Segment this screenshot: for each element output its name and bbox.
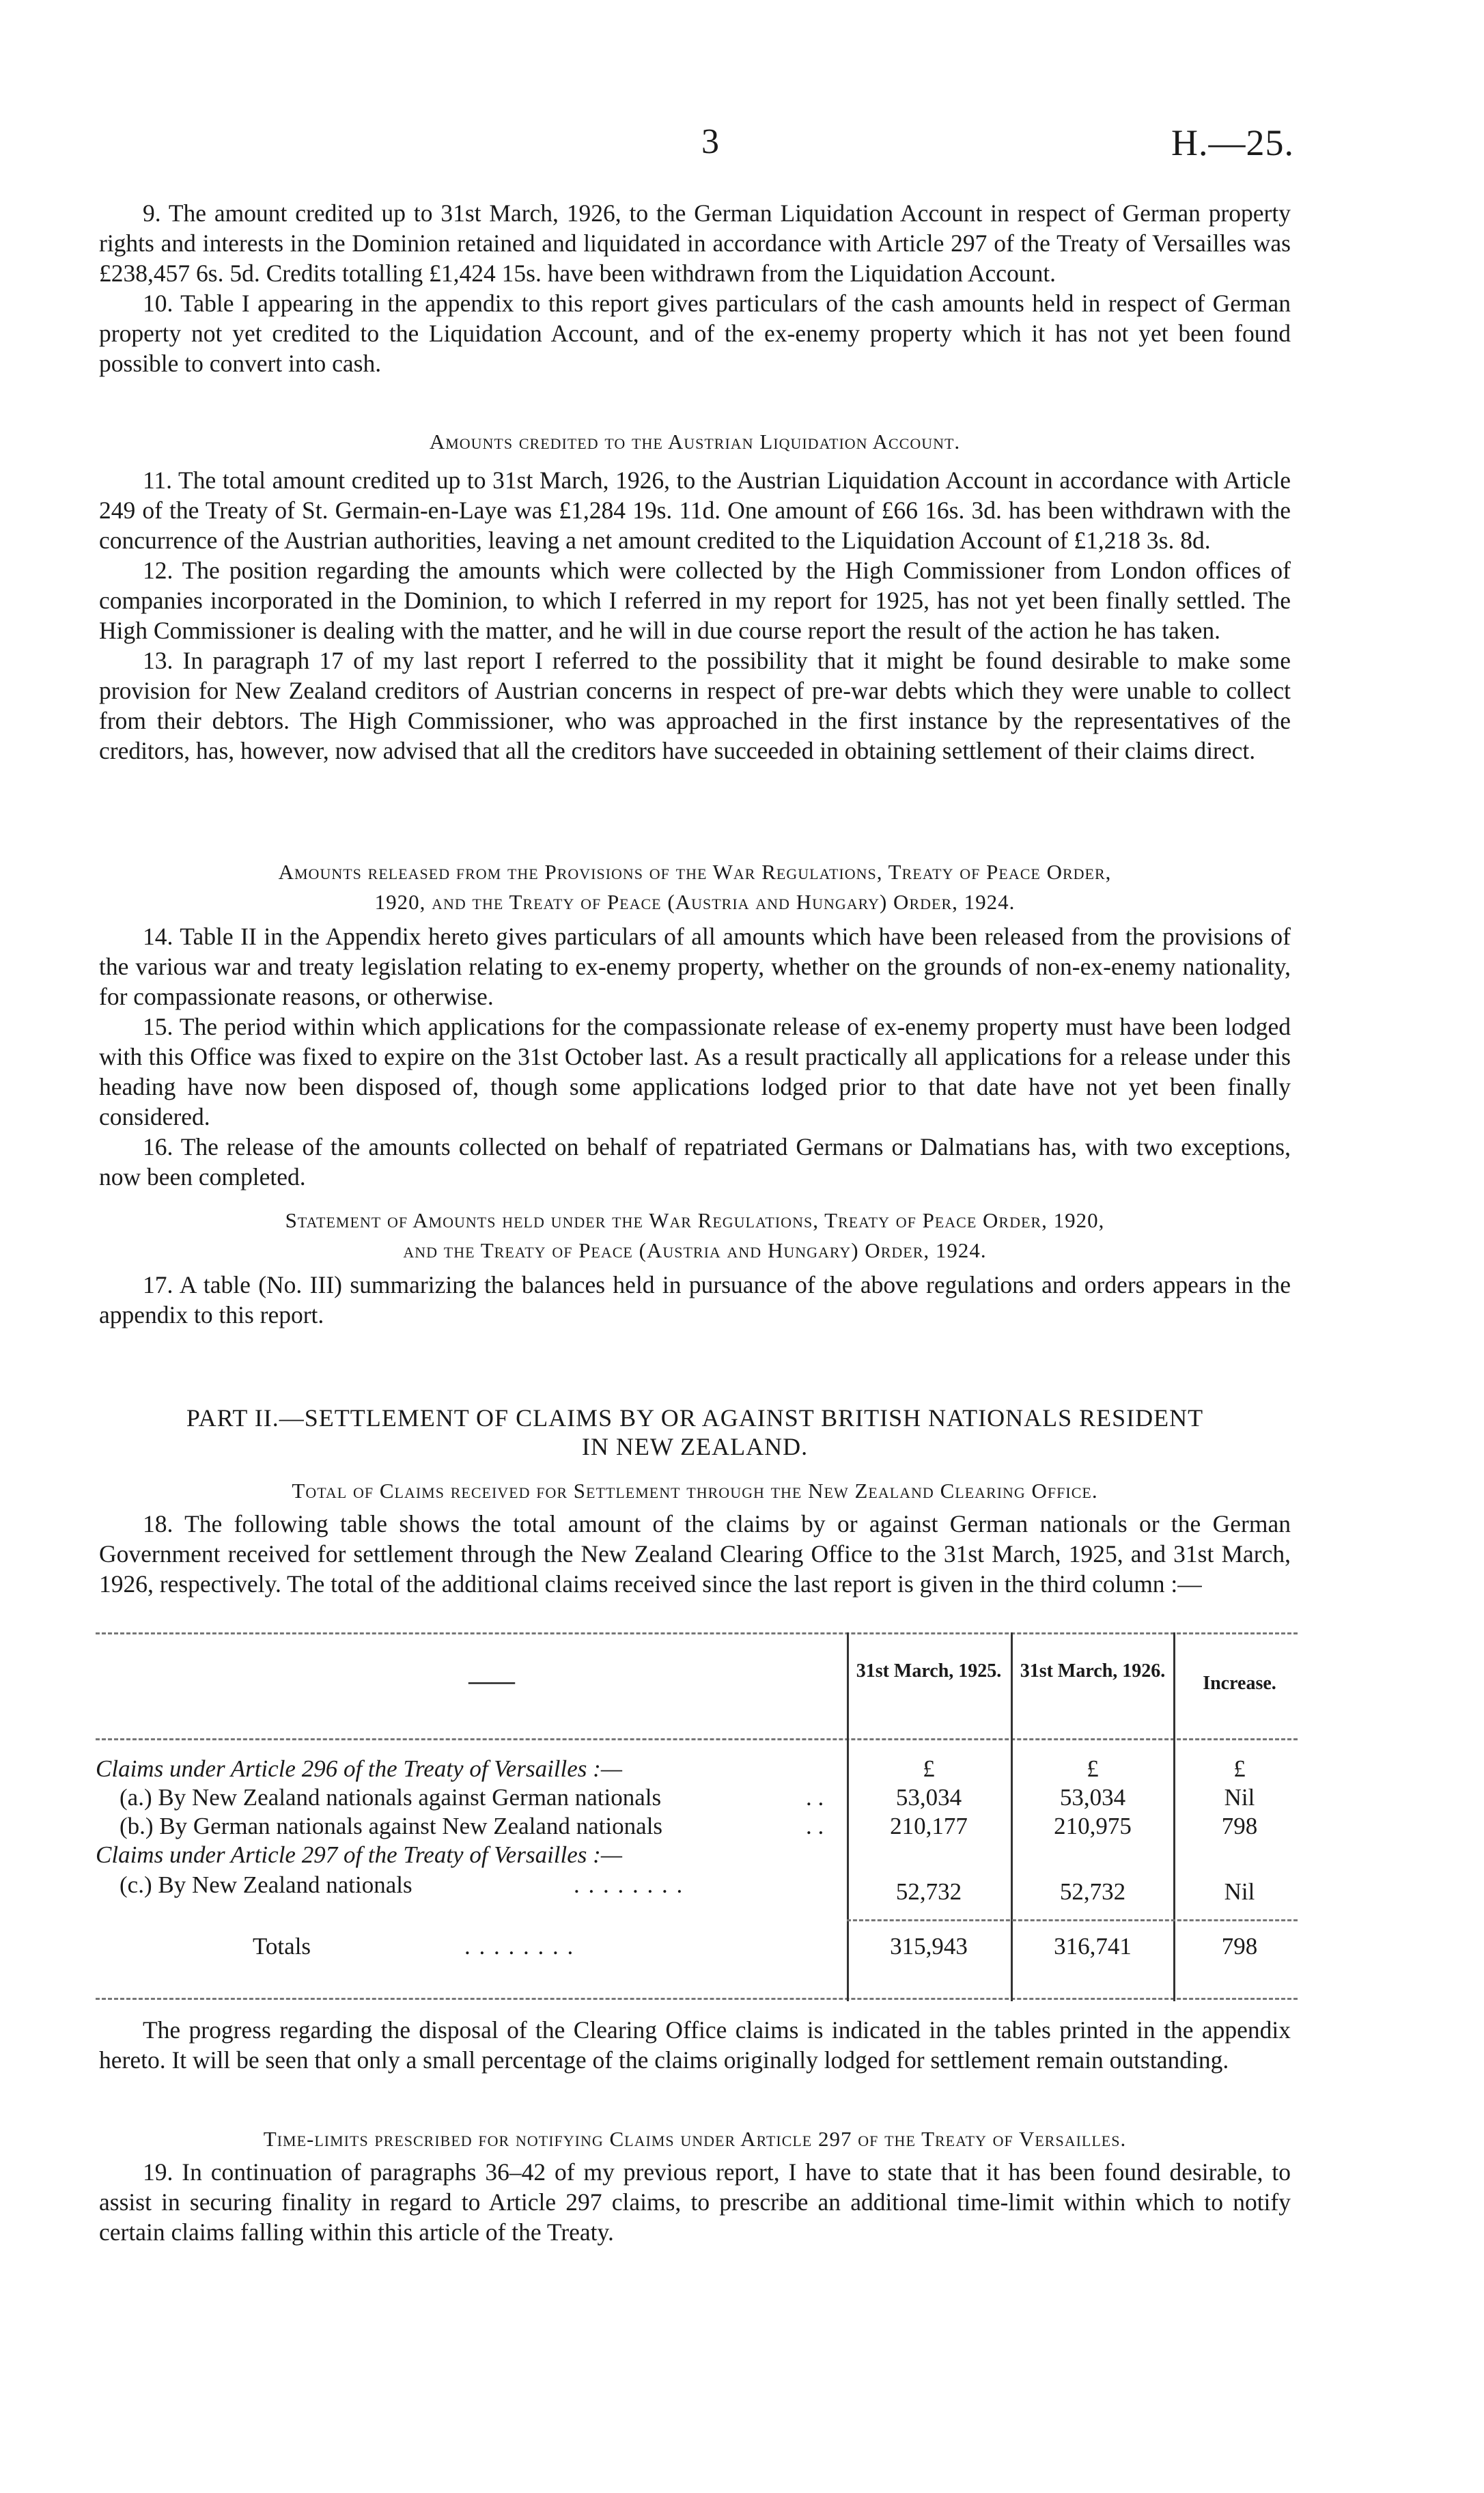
row-c-1925: 52,732 xyxy=(895,1878,962,1905)
paragraph-10: 10. Table I appearing in the appendix to this report gives particulars of the cash amounts held in respect of German property not yet credited to the Liquidation Account, and of the ex-enemy property which it has not yet been found possible to convert into cash. xyxy=(99,290,1291,377)
page-number: 3 xyxy=(701,122,719,161)
row-c-1926: 52,732 xyxy=(1059,1878,1126,1905)
col-header-increase: Increase. xyxy=(1203,1673,1276,1694)
heading-amounts-released-line2: 1920, and the Treaty of Peace (Austria and Hungary) Order, 1924. xyxy=(374,890,1016,914)
paragraph-17: 17. A table (No. III) summarizing the balances held in pursuance of the above regulations and orders appears in the appendix to this report. xyxy=(99,1271,1291,1328)
row-b-1926: 210,975 xyxy=(1054,1813,1132,1839)
row-b-increase: 798 xyxy=(1221,1813,1258,1839)
heading-time-limits: Time-limits prescribed for notifying Claims under Article 297 of the Treaty of Versailles. xyxy=(263,2127,1127,2151)
part2-section xyxy=(99,1404,1291,1599)
released-section xyxy=(99,857,1291,1192)
row-a-increase: Nil xyxy=(1224,1784,1255,1811)
statement-section xyxy=(99,1206,1291,1330)
totals-label: Totals xyxy=(253,1933,311,1960)
document-reference: H.—25. xyxy=(1171,122,1294,163)
heading-amounts-released-line1: Amounts released from the Provisions of the War Regulations, Treaty of Peace Order, xyxy=(278,860,1112,884)
heading-total-claims: Total of Claims received for Settlement through the New Zealand Clearing Office. xyxy=(292,1479,1098,1503)
table-bottom-rule xyxy=(96,1998,1298,2000)
paragraph-13: 13. In paragraph 17 of my last report I referred to the possibility that it might be found desirable to make some provision for New Zealand creditors of Austrian concerns in respect of pre-war debts which they were unable to collect from their debtors. The High Commissioner, who was approached in the first instance by the representatives of the creditors, has, however, now advised that all the creditors have succeeded in obtaining settlement of their claims direct. xyxy=(99,647,1291,764)
paragraph-after-table: The progress regarding the disposal of the Clearing Office claims is indicated in the tables printed in the appendix hereto. It will be seen that only a small percentage of the claims originally lodged for settlement remain outstanding. xyxy=(99,2016,1291,2074)
totals-1926: 316,741 xyxy=(1054,1933,1132,1960)
row-a-1926: 53,034 xyxy=(1059,1784,1126,1811)
totals-increase: 798 xyxy=(1221,1933,1258,1960)
row-a-1925: 53,034 xyxy=(895,1784,962,1811)
heading-statement-line2: and the Treaty of Peace (Austria and Hungary) Order, 1924. xyxy=(403,1238,987,1262)
row-b-label: (b.) By German nationals against New Zealand nationals xyxy=(120,1813,663,1839)
paragraph-15: 15. The period within which applications for the compassionate release of ex-enemy property must have been lodged with this Office was fixed to expire on the 31st October last. As a result practically all applications for a release under this heading have now been disposed of, though some applications lodged prior to that date have not yet been finally considered. xyxy=(99,1013,1291,1130)
col-header-1926: 31st March, 1926. xyxy=(1020,1660,1166,1682)
row-c-increase: Nil xyxy=(1224,1878,1255,1905)
heading-statement-line1: Statement of Amounts held under the War Regulations, Treaty of Peace Order, 1920, xyxy=(285,1208,1105,1232)
group-article-297: Claims under Article 297 of the Treaty of Versailles :— xyxy=(96,1841,622,1868)
totals-1925: 315,943 xyxy=(890,1933,968,1960)
currency-increase: £ xyxy=(1233,1755,1246,1782)
intro-section xyxy=(99,198,1291,378)
table-col-divider-1 xyxy=(847,1632,849,2001)
heading-austrian-liquidation: Amounts credited to the Austrian Liquidation Account. xyxy=(429,430,961,454)
paragraph-18: 18. The following table shows the total amount of the claims by or against German nationals or the German Government received for settlement through the New Zealand Clearing Office to the 31st March, 1925, and 31st March, 1926, respectively. The total of the additional claims received since the last report is given in the third column :— xyxy=(99,1510,1291,1598)
claims-table xyxy=(96,1632,1298,2001)
table-header-rule xyxy=(96,1738,1298,1740)
currency-1925: £ xyxy=(923,1755,935,1782)
austrian-section xyxy=(99,427,1291,766)
row-c-leader: . . . . . . . . xyxy=(574,1871,684,1898)
currency-1926: £ xyxy=(1087,1755,1099,1782)
time-limits-section xyxy=(99,2124,1291,2247)
stub-header: —— xyxy=(468,1669,515,1694)
table-col-divider-2 xyxy=(1011,1632,1013,2001)
row-a-label: (a.) By New Zealand nationals against German nationals xyxy=(120,1784,662,1811)
table-col-divider-3 xyxy=(1173,1632,1175,2001)
row-c-label: (c.) By New Zealand nationals xyxy=(120,1871,412,1898)
paragraph-14: 14. Table II in the Appendix hereto gives particulars of all amounts which have been released from the provisions of the various war and treaty legislation relating to ex-enemy property, whether on the grounds of non-ex-enemy nationality, for compassionate reasons, or otherwise. xyxy=(99,923,1291,1010)
part2-title-line2: IN NEW ZEALAND. xyxy=(581,1433,809,1460)
paragraph-11: 11. The total amount credited up to 31st March, 1926, to the Austrian Liquidation Account in accordance with Article 249 of the Treaty of St. Germain-en-Laye was £1,284 19s. 11d. One amount of £66 16s. 3d. has been withdrawn with the concurrence of the Austrian authorities, leaving a net amount credited to the Liquidation Account of £1,218 3s. 8d. xyxy=(99,466,1291,554)
paragraph-12: 12. The position regarding the amounts which were collected by the High Commissioner from London offices of companies incorporated in the Dominion, to which I referred in my report for 1925, has not yet been finally settled. The High Commissioner is dealing with the matter, and he will in due course report the result of the action he has taken. xyxy=(99,557,1291,644)
group-article-296: Claims under Article 296 of the Treaty of Versailles :— xyxy=(96,1755,622,1782)
row-a-leader: . . xyxy=(806,1784,824,1811)
totals-rule xyxy=(847,1919,1298,1921)
row-b-1925: 210,177 xyxy=(890,1813,968,1839)
paragraph-9: 9. The amount credited up to 31st March, 1926, to the German Liquidation Account in respect of German property rights and interests in the Dominion retained and liquidated in accordance with Article 297 of the Treaty of Versailles was £238,457 6s. 5d. Credits totalling £1,424 15s. have been withdrawn from the Liquidation Account. xyxy=(99,199,1291,287)
row-b-leader: . . xyxy=(806,1813,824,1839)
paragraph-16: 16. The release of the amounts collected on behalf of repatriated Germans or Dalmatians has, with two exceptions, now been completed. xyxy=(99,1133,1291,1190)
table-top-rule xyxy=(96,1632,1298,1634)
paragraph-19: 19. In continuation of paragraphs 36–42 of my previous report, I have to state that it has been found desirable, to assist in securing finality in regard to Article 297 claims, to prescribe an additional time-limit within which to notify certain claims falling within this article of the Treaty. xyxy=(99,2158,1291,2246)
after-table-section xyxy=(99,2015,1291,2075)
col-header-1925: 31st March, 1925. xyxy=(856,1660,1002,1682)
part2-title-line1: PART II.—SETTLEMENT OF CLAIMS BY OR AGAINST BRITISH NATIONALS RESIDENT xyxy=(186,1404,1204,1432)
totals-leader: . . . . . . . . xyxy=(464,1933,575,1960)
